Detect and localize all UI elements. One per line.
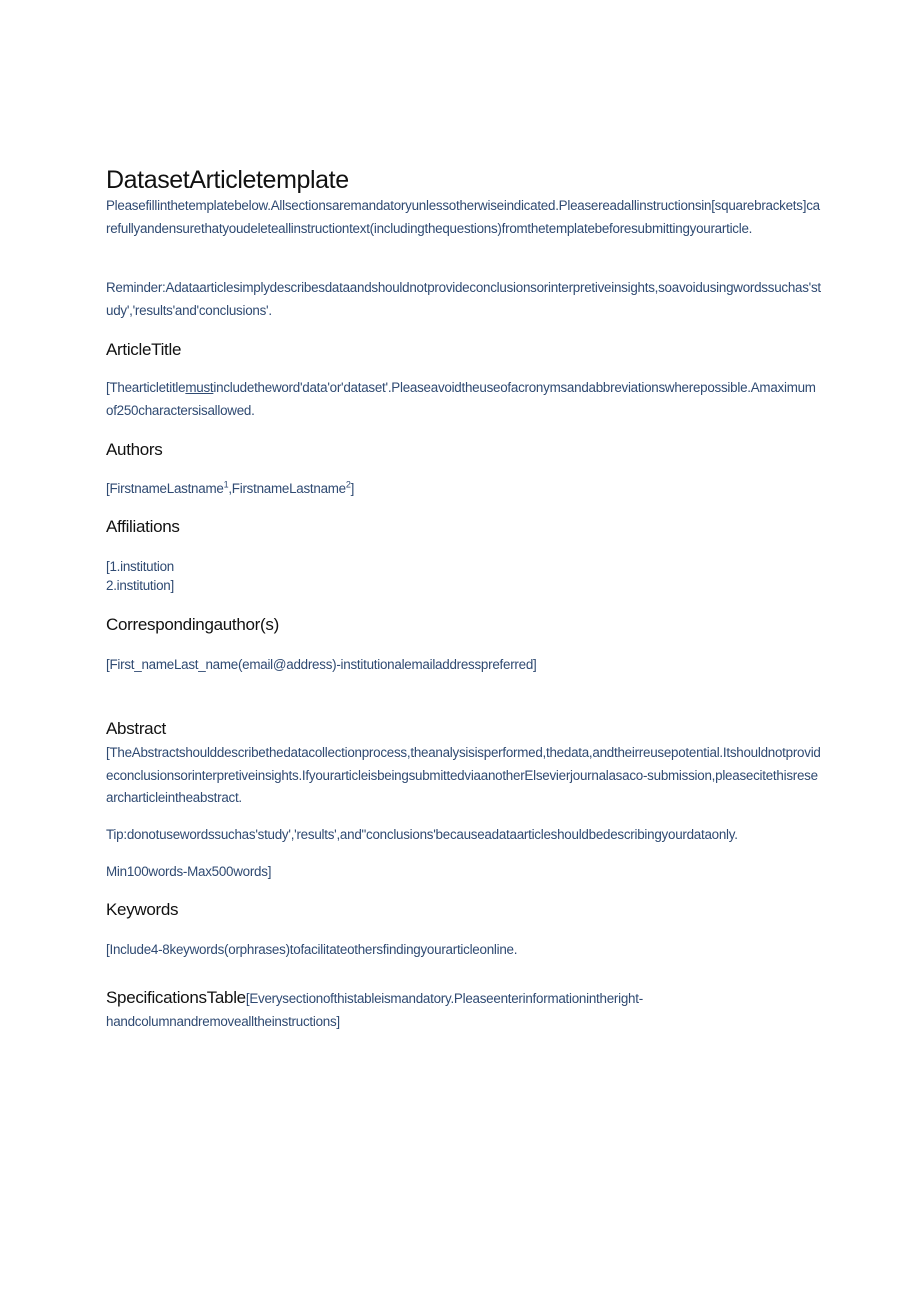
- keywords-heading: Keywords: [106, 900, 179, 919]
- abstract-instructions: [TheAbstractshoulddescribethedatacollectionprocess,theanalysisisperformed,thedata,andtheirreusepotential.Itshouldnotprovideconclusionsorinterpretiveinsights.IfyourarticleisbeingsubmittedviaanotherElsevierjournalasaco-submission,pleasecitethisresearcharticleintheabstract.: [106, 745, 821, 805]
- author-1-affiliation-mark: 1: [223, 479, 229, 490]
- reminder-text: Reminder:Adataarticlesimplydescribesdataandshouldnotprovideconclusionsorinterpretiveinsights,soavoidusingwordssuchas'study','results'and'conclusions'.: [106, 280, 821, 318]
- document-title: DatasetArticletemplate: [106, 166, 349, 194]
- article-title-instr-pre: [Thearticletitle: [106, 380, 186, 395]
- intro-instructions: Pleasefillinthetemplatebelow.Allsectionsaremandatoryunlessotherwiseindicated.Pleasereadallinstructionsin[squarebrackets]carefullyandensurethatyoudeleteallinstructiontext(includingthequestions)fromthetemplatebeforesubmittingyourarticle.: [106, 198, 820, 236]
- specifications-heading: SpecificationsTable: [106, 988, 246, 1007]
- specifications-section: [106, 987, 643, 1009]
- authors-close: ]: [350, 481, 355, 496]
- corresponding-author-instructions: [First_nameLast_name(email@address)-institutionalemailaddresspreferred]: [106, 657, 537, 672]
- article-title-heading: ArticleTitle: [106, 340, 182, 359]
- affiliations-heading: Affiliations: [106, 517, 180, 536]
- article-title-instr-post: includetheword'data'or'dataset'.Pleaseavoidtheuseofacronymsandabbreviationswherepossible.Amaximumof250charactersisallowed.: [106, 380, 816, 418]
- author-1: [FirstnameLastname: [106, 481, 224, 496]
- article-title-instr-emphasis: must: [185, 380, 214, 395]
- authors-instructions: [106, 479, 354, 498]
- author-2-affiliation-mark: 2: [345, 479, 351, 490]
- abstract-tip: Tip:donotusewordssuchas'study','results',and"conclusions'becauseadataarticleshouldbedescribingyourdataonly.: [106, 827, 738, 842]
- specifications-instr-line-2: handcolumnandremovealltheinstructions]: [106, 1014, 340, 1029]
- abstract-word-limits: Min100words-Max500words]: [106, 864, 272, 879]
- authors-heading: Authors: [106, 440, 163, 459]
- corresponding-author-heading: Correspondingauthor(s): [106, 615, 279, 634]
- article-title-instructions: [106, 377, 822, 422]
- affiliation-line-2: 2.institution]: [106, 578, 174, 593]
- specifications-instr-line-1: [Everysectionofthistableismandatory.Pleaseenterinformationintheright-: [245, 991, 643, 1006]
- abstract-heading: Abstract: [106, 719, 166, 738]
- author-2: ,FirstnameLastname: [228, 481, 346, 496]
- affiliation-line-1: [1.institution: [106, 559, 174, 574]
- keywords-instructions: [Include4-8keywords(orphrases)tofacilitateothersfindingyourarticleonline.: [106, 942, 518, 957]
